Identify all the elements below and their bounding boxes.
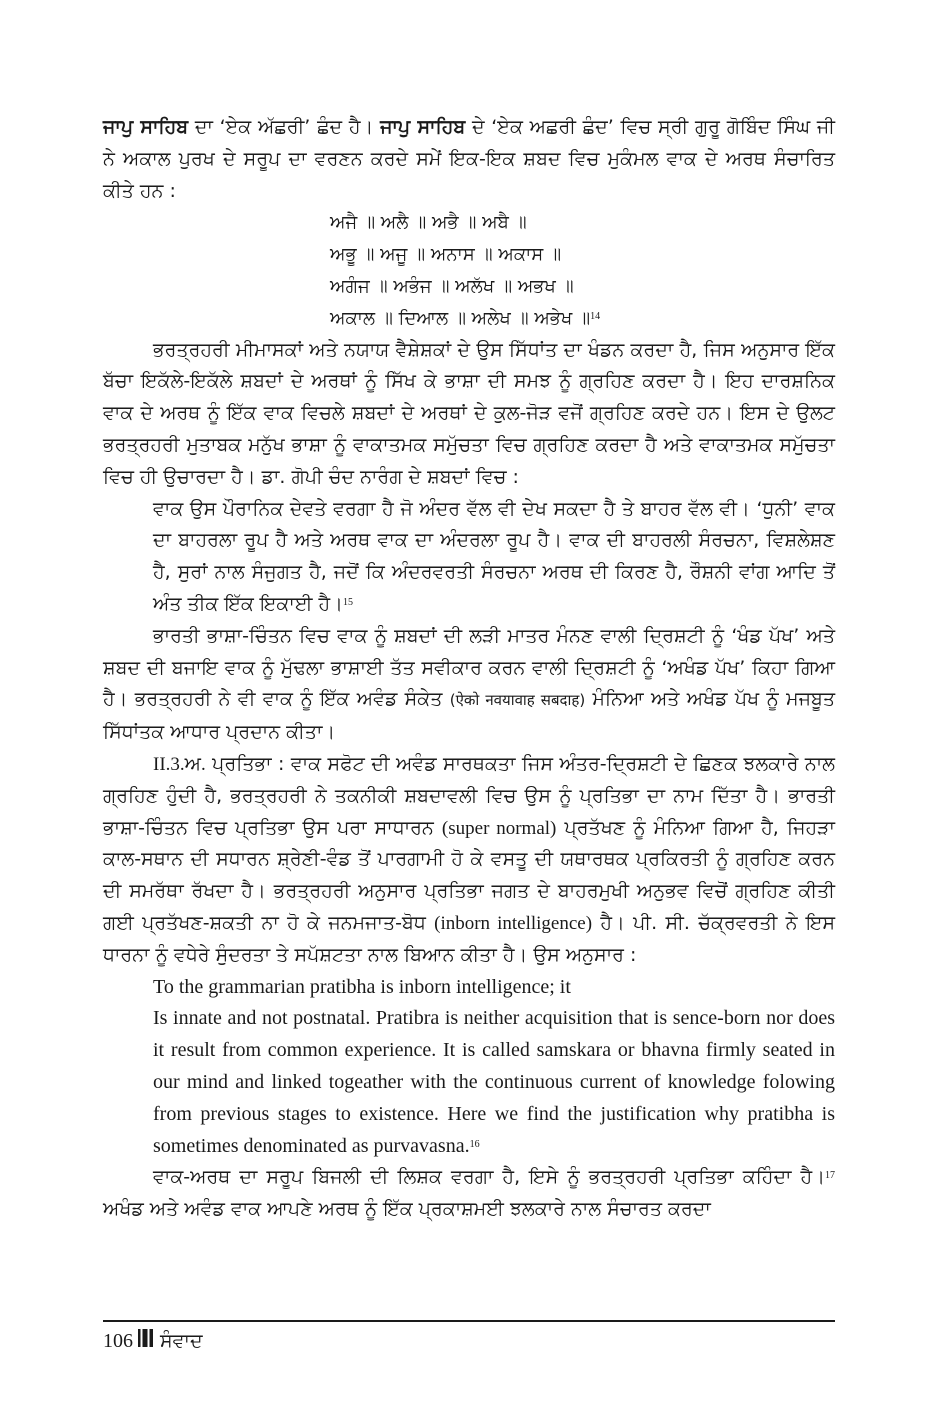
paragraph-pratibha <box>103 749 835 972</box>
verse-line: ਅਜੈ ॥ ਅਲੈ ॥ ਅਭੈ ॥ ਅਬੈ ॥ <box>330 212 527 234</box>
verse-text: ਅਕਾਲ ॥ ਦਿਆਲ ॥ ਅਲੇਖ ॥ ਅਭੇਖ ॥ <box>330 307 591 329</box>
verse-block <box>103 207 835 334</box>
footnote-marker: 16 <box>469 1138 480 1150</box>
footer-rule <box>103 1320 835 1322</box>
verse-line-last <box>330 303 835 335</box>
paragraph-text: ਵਾਕ-ਅਰਥ ਦਾ ਸਰੂਪ ਬਿਜਲੀ ਦੀ ਲਿਸ਼ਕ ਵਰਗਾ ਹੈ, ਇਸੇ ਨੂੰ ਭਰਤ੍ਰਹਰੀ ਪ੍ਰਤਿਭਾ ਕਹਿੰਦਾ ਹੈ। <box>153 1166 825 1189</box>
footnote-marker: 15 <box>342 596 353 608</box>
paragraph-bhartrihari: ਭਰਤ੍ਰਹਰੀ ਮੀਮਾਸਕਾਂ ਅਤੇ ਨਯਾਯ ਵੈਸ਼ੇਸ਼ਕਾਂ ਦੇ ਉਸ ਸਿੱਧਾਂਤ ਦਾ ਖੰਡਨ ਕਰਦਾ ਹੈ, ਜਿਸ ਅਨੁਸਾਰ ਇੱਕ ਬੱਚਾ ਇਕੱਲੇ-ਇਕੱਲੇ ਸ਼ਬਦਾਂ ਦੇ ਅਰਥਾਂ ਨੂੰ ਸਿੱਖ ਕੇ ਭਾਸ਼ਾ ਦੀ ਸਮਝ ਨੂੰ ਗ੍ਰਹਿਣ ਕਰਦਾ ਹੈ। ਇਹ ਦਾਰਸ਼ਨਿਕ ਵਾਕ ਦੇ ਅਰਥ ਨੂੰ ਇੱਕ ਵਾਕ ਵਿਚਲੇ ਸ਼ਬਦਾਂ ਦੇ ਅਰਥਾਂ ਦੇ ਕੁਲ-ਜੋੜ ਵਜੋਂ ਗ੍ਰਹਿਣ ਕਰਦੇ ਹਨ। ਇਸ ਦੇ ਉਲਟ ਭਰਤ੍ਰਹਰੀ ਮੁਤਾਬਕ ਮਨੁੱਖ ਭਾਸ਼ਾ ਨੂੰ ਵਾਕਾਤਮਕ ਸਮੁੱਚਤਾ ਵਿਚ ਗ੍ਰਹਿਣ ਕਰਦਾ ਹੈ ਅਤੇ ਵਾਕਾਤਮਕ ਸਮੁੱਚਤਾ ਵਿਚ ਹੀ ਉਚਾਰਦਾ ਹੈ। ਡਾ. ਗੋਪੀ ਚੰਦ ਨਾਰੰਗ ਦੇ ਸ਼ਬਦਾਂ ਵਿਚ : <box>103 338 835 488</box>
paragraph-text: ਪ੍ਰਤਿਭਾ : ਵਾਕ ਸਫੋਟ ਦੀ ਅਵੰਡ ਸਾਰਥਕਤਾ ਜਿਸ ਅੰਤਰ-ਦ੍ਰਿਸ਼ਟੀ ਦੇ ਛਿਣਕ ਝਲਕਾਰੇ ਨਾਲ ਗ੍ਰਹਿਣ ਹੁੰਦੀ ਹੈ, ਭਰਤ੍ਰਹਰੀ ਨੇ ਤਕਨੀਕੀ ਸ਼ਬਦਾਵਲੀ ਵਿਚ ਉਸ ਨੂੰ ਪ੍ਰਤਿਭਾ ਦਾ ਨਾਮ ਦਿੱਤਾ ਹੈ। ਭਾਰਤੀ ਭਾਸ਼ਾ-ਚਿੰਤਨ ਵਿਚ ਪ੍ਰਤਿਭਾ ਉਸ ਪਰਾ ਸਾਧਾਰਨ <box>103 752 835 839</box>
quote-text: Is innate and not postnatal. Pratibra is neither acquisition that is sence-born nor does it result from common experience. It is called samskara or bhavna firmly seated in our mind and linked togeather with the continuous current of knowledge folowing from previous stages to existence. Here we find the justification why pratibha is sometimes denominated as purvavasna. <box>153 1007 835 1157</box>
block-quote-narang <box>103 494 835 621</box>
english-gloss: (inborn intelligence) <box>434 912 593 934</box>
quote-text: ਵਾਕ ਉਸ ਪੌਰਾਨਿਕ ਦੇਵਤੇ ਵਰਗਾ ਹੈ ਜੋ ਅੰਦਰ ਵੱਲ ਵੀ ਦੇਖ ਸਕਦਾ ਹੈ ਤੇ ਬਾਹਰ ਵੱਲ ਵੀ। ‘ਧੁਨੀ’ ਵਾਕ ਦਾ ਬਾਹਰਲਾ ਰੂਪ ਹੈ ਅਤੇ ਅਰਥ ਵਾਕ ਦਾ ਅੰਦਰਲਾ ਰੂਪ ਹੈ। ਵਾਕ ਦੀ ਬਾਹਰਲੀ ਸੰਰਚਨਾ, ਵਿਸ਼ਲੇਸ਼ਣ ਹੈ, ਸੁਰਾਂ ਨਾਲ ਸੰਜੁਗਤ ਹੈ, ਜਦੋਂ ਕਿ ਅੰਦਰਵਰਤੀ ਸੰਰਚਨਾ ਅਰਥ ਦੀ ਕਿਰਣ ਹੈ, ਰੌਸ਼ਨੀ ਵਾਂਗ ਆਦਿ ਤੋਂ ਅੰਤ ਤੀਕ ਇੱਕ ਇਕਾਈ ਹੈ। <box>153 497 835 615</box>
paragraph-japu-sahib <box>103 112 835 207</box>
footnote-marker: 14 <box>590 310 601 322</box>
page-footer <box>103 1326 203 1356</box>
english-gloss: (super normal) <box>441 817 557 839</box>
paragraph-text: ਦਾ ‘ਏਕ ਅੱਛਰੀ’ ਛੰਦ ਹੈ। <box>188 116 381 138</box>
paragraph-text: ਹੈ। ਪੀ. ਸੀ. ਚੱਕ੍ਰਵਰਤੀ ਨੇ ਇਸ ਧਾਰਨਾ ਨੂੰ ਵਧੇਰੇ ਸੁੰਦਰਤਾ ਤੇ ਸਪੱਸ਼ਟਤਾ ਨਾਲ ਬਿਆਨ ਕੀਤਾ ਹੈ। ਉਸ ਅਨੁਸਾਰ : <box>103 911 835 966</box>
page-number: 106 <box>103 1330 133 1352</box>
verse-line: ਅਭੂ ॥ ਅਜੂ ॥ ਅਨਾਸ ॥ ਅਕਾਸ ॥ <box>330 244 562 266</box>
paragraph-vak-arth <box>103 1162 835 1226</box>
block-quote-chakravarti <box>103 972 835 1163</box>
bold-term: ਜਾਪੁ ਸਾਹਿਬ <box>103 116 189 138</box>
page-body <box>103 112 835 1226</box>
section-number: II.3.ਅ. <box>153 753 206 775</box>
quote-first-line: To the grammarian pratibha is inborn intelligence; it <box>153 975 571 998</box>
paragraph-text: ਅਖੰਡ ਅਤੇ ਅਵੰਡ ਵਾਕ ਆਪਣੇ ਅਰਥ ਨੂੰ ਇੱਕ ਪ੍ਰਕਾਸ਼ਮਈ ਝਲਕਾਰੇ ਨਾਲ ਸੰਚਾਰਤ ਕਰਦਾ <box>103 1198 711 1221</box>
paragraph-text: ਮੰਨਿਆ ਅਤੇ ਅਖੰਡ ਪੱਖ ਨੂੰ ਮਜਬੂਤ ਸਿੱਧਾਂਤਕ ਆਧਾਰ ਪ੍ਰਦਾਨ ਕੀਤਾ। <box>103 688 836 744</box>
paragraph-text: ਦੇ ‘ਏਕ ਅਛਰੀ ਛੰਦ’ ਵਿਚ ਸ੍ਰੀ ਗੁਰੂ ਗੋਬਿੰਦ ਸਿੰਘ ਜੀ ਨੇ ਅਕਾਲ ਪੁਰਖ ਦੇ ਸਰੂਪ ਦਾ ਵਰਣਨ ਕਰਦੇ ਸਮੇਂ ਇਕ-ਇਕ ਸ਼ਬਦ ਵਿਚ ਮੁਕੰਮਲ ਵਾਕ ਦੇ ਅਰਥ ਸੰਚਾਰਿਤ ਕੀਤੇ ਹਨ : <box>103 116 835 202</box>
bar-mark-icon <box>138 1326 154 1354</box>
bold-term: ਜਾਪੁ ਸਾਹਿਬ <box>380 116 466 138</box>
paragraph-khand-pakh <box>103 621 835 749</box>
journal-name: ਸੰਵਾਦ <box>160 1330 203 1352</box>
verse-line: ਅਗੰਜ ॥ ਅਭੰਜ ॥ ਅਲੱਖ ॥ ਅਭਖ ॥ <box>330 275 574 297</box>
paragraph-text: ਪ੍ਰਤੱਖਣ ਨੂੰ ਮੰਨਿਆ ਗਿਆ ਹੈ, ਜਿਹੜਾ ਕਾਲ-ਸਥਾਨ ਦੀ ਸਧਾਰਨ ਸ਼੍ਰੇਣੀ-ਵੰਡ ਤੋਂ ਪਾਰਗਾਮੀ ਹੋ ਕੇ ਵਸਤੂ ਦੀ ਯਥਾਰਥਕ ਪ੍ਰਕਿਰਤੀ ਨੂੰ ਗ੍ਰਹਿਣ ਕਰਨ ਦੀ ਸਮਰੱਥਾ ਰੱਖਦਾ ਹੈ। ਭਰਤ੍ਰਹਰੀ ਅਨੁਸਾਰ ਪ੍ਰਤਿਭਾ ਜਗਤ ਦੇ ਬਾਹਰਮੁਖੀ ਅਨੁਭਵ ਵਿਚੋਂ ਗ੍ਰਹਿਣ ਕੀਤੀ ਗਈ ਪ੍ਰਤੱਖਣ-ਸ਼ਕਤੀ ਨਾ ਹੋ ਕੇ ਜਨਮਜਾਤ-ਬੋਧ <box>103 816 835 934</box>
quote-body <box>153 1003 835 1162</box>
devanagari-phrase: (ऐको नवयावाह सबदाह) <box>449 691 586 710</box>
paragraph-text: ਭਾਰਤੀ ਭਾਸ਼ਾ-ਚਿੰਤਨ ਵਿਚ ਵਾਕ ਨੂੰ ਸ਼ਬਦਾਂ ਦੀ ਲੜੀ ਮਾਤਰ ਮੰਨਣ ਵਾਲੀ ਦ੍ਰਿਸ਼ਟੀ ਨੂੰ ‘ਖੰਡ ਪੱਖ’ ਅਤੇ ਸ਼ਬਦ ਦੀ ਬਜਾਇ ਵਾਕ ਨੂੰ ਮੁੱਢਲਾ ਭਾਸ਼ਾਈ ਤੱਤ ਸਵੀਕਾਰ ਕਰਨ ਵਾਲੀ ਦ੍ਰਿਸ਼ਟੀ ਨੂੰ ‘ਅਖੰਡ ਪੱਖ’ ਕਿਹਾ ਗਿਆ ਹੈ। ਭਰਤ੍ਰਹਰੀ ਨੇ ਵੀ ਵਾਕ ਨੂੰ ਇੱਕ ਅਵੰਡ ਸੰਕੇਤ <box>103 624 836 711</box>
footnote-marker: 17 <box>825 1170 835 1182</box>
